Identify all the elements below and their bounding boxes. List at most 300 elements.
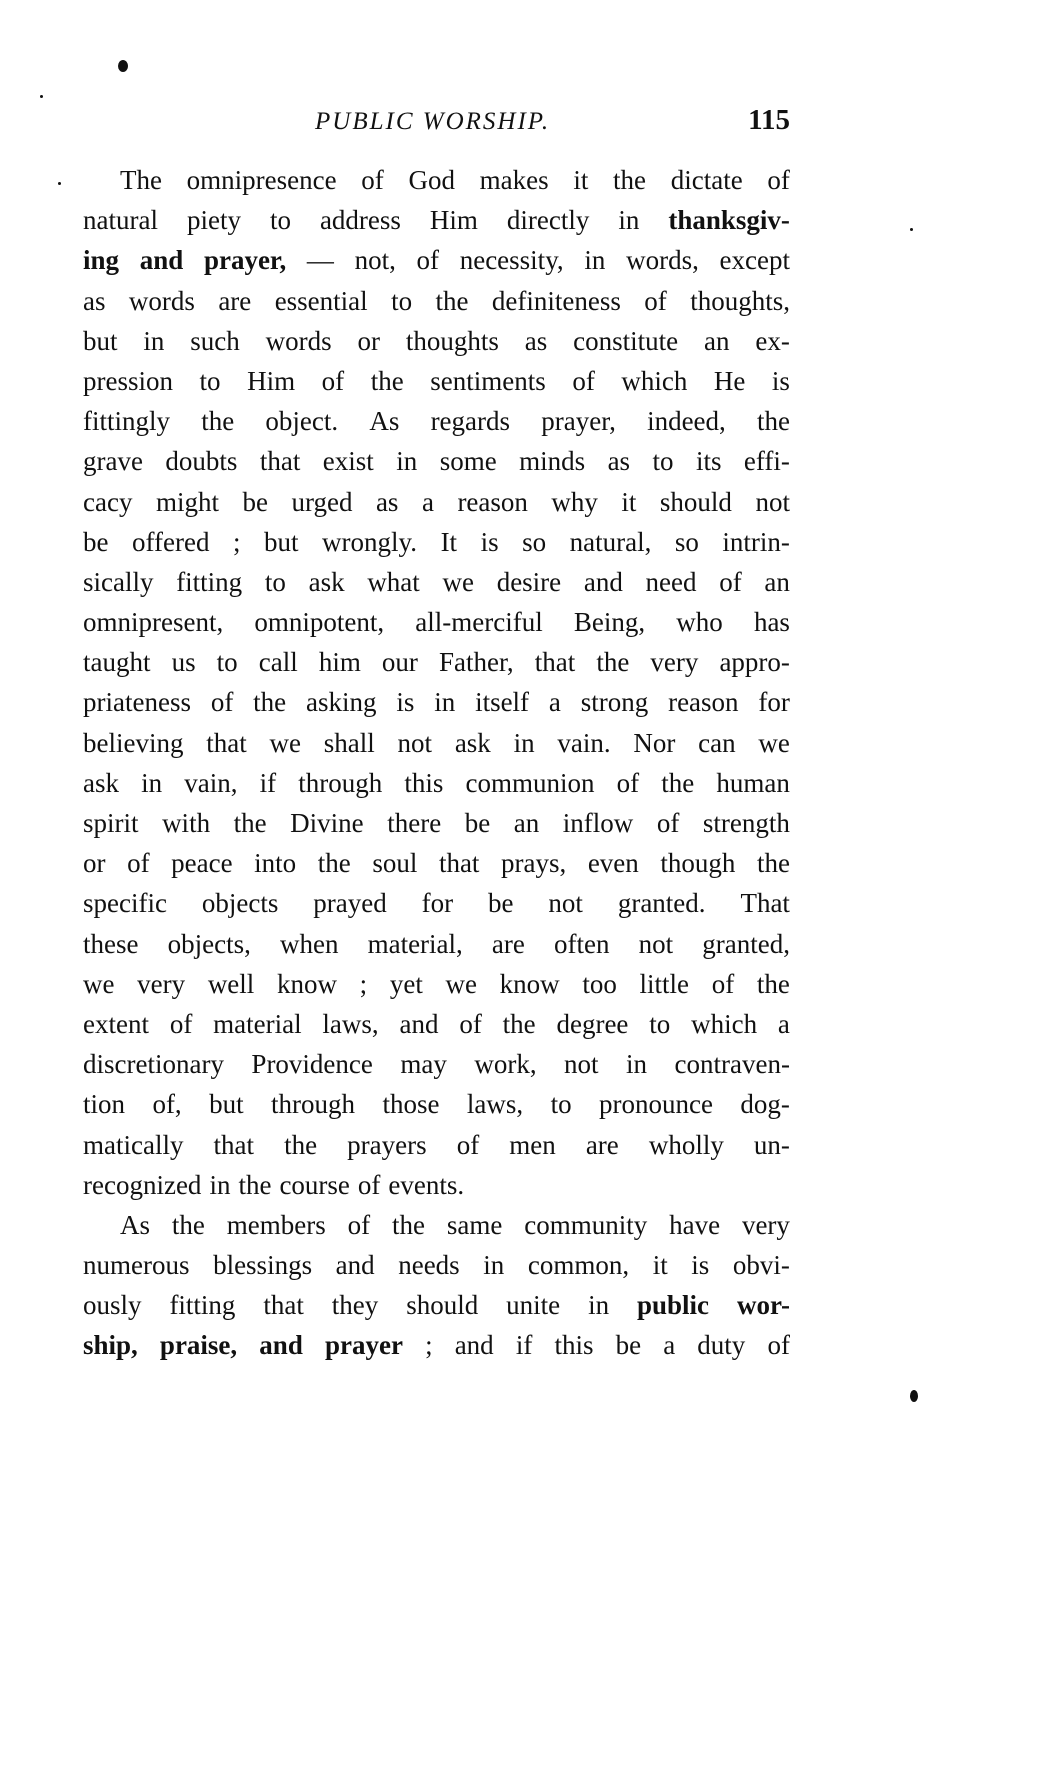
word: call [258,647,298,678]
word: be [615,1330,642,1361]
word: laws, [322,1008,379,1039]
word: in [513,727,535,758]
word: and [399,1008,439,1039]
word: of [127,848,150,879]
word: common, [527,1250,630,1281]
word: He [713,365,746,396]
word: fitting [169,1290,236,1321]
word: might [155,486,219,517]
text-line [83,723,790,763]
word: not [397,727,433,758]
word: and [454,1330,494,1361]
word: a [421,486,434,517]
word: God [408,165,455,195]
word: prays, [501,848,567,879]
word: Him [429,205,478,236]
speck [58,182,61,185]
word: are [491,928,525,959]
word: material, [367,928,463,959]
word: we [83,968,115,999]
word: when [279,928,339,959]
word: granted. [617,888,706,919]
word: are [218,285,252,316]
word: human [716,767,790,798]
running-title: PUBLIC WORSHIP. [315,108,551,135]
word: very [741,1209,790,1240]
bold-word: and [139,245,184,276]
word: laws, [466,1089,524,1120]
word: essential [274,285,368,316]
word: un- [753,1129,790,1160]
word: strong [580,687,649,718]
word: for [758,687,790,718]
word: strength [702,808,790,838]
word: an [764,566,790,597]
bold-word: ing [83,245,120,276]
word: ; [425,1330,433,1361]
word: little [639,968,690,999]
text-line [83,843,790,883]
text-line [83,1285,790,1325]
word: the [756,848,790,879]
text-line [83,1125,790,1165]
word: as [83,285,106,316]
word: they [331,1290,379,1321]
page-number: 115 [748,104,790,136]
word: tion [83,1089,126,1120]
word: to [550,1089,572,1120]
word: dictate [670,165,743,195]
word: as [607,446,631,477]
word: ask [308,566,345,597]
word: the [238,1169,272,1200]
word: if [515,1330,533,1361]
word: its [695,446,722,477]
word: us [171,647,196,678]
word: of [767,165,790,195]
word: spirit [83,808,139,838]
word: to [216,647,238,678]
word: events. [388,1169,465,1200]
word: vain, [184,767,238,798]
word: wholly [648,1129,724,1160]
word: objects, [167,928,251,959]
word: if [259,767,277,798]
word: too [582,968,617,999]
word: to [199,365,221,396]
word: but [83,325,118,356]
word: itself [475,687,530,718]
text-line [83,482,790,522]
word: reason [668,687,739,718]
word: we [445,968,477,999]
word: granted, [702,928,790,959]
word: intrin- [722,526,790,557]
word: that [206,727,247,758]
word: peace [171,848,233,879]
word: we [442,566,474,597]
word: thoughts, [690,285,790,316]
word: As [120,1209,151,1240]
word: taught [83,647,151,678]
word: not [638,928,674,959]
word: that [259,446,301,477]
word: numerous [83,1250,190,1281]
word: have [669,1209,721,1240]
word: object. [265,406,339,437]
word: a [663,1330,676,1361]
bold-word: praise, [159,1330,238,1361]
word: him [318,647,361,678]
word: blessings [213,1250,313,1281]
word: are [585,1129,619,1160]
word: some [439,446,497,477]
word: words [128,285,195,316]
word: who [676,607,723,638]
word: even [587,848,639,879]
word: the [370,365,404,396]
word: very [650,647,699,678]
word: sentiments [430,365,546,396]
word: words [265,325,332,356]
word: As [369,406,400,437]
page-body-text [83,160,790,1366]
word: be [83,526,109,557]
word: duty [697,1330,746,1361]
word: dog- [740,1089,790,1120]
word: the [613,165,647,195]
word: why [551,486,598,517]
speck [118,60,128,72]
word: it [621,486,637,517]
word: what [367,566,420,597]
word: men [509,1129,556,1160]
word: a [548,687,561,718]
word: needs [398,1250,460,1281]
text-line [83,602,790,642]
word: doubts [165,446,238,477]
word: not [548,888,583,919]
word: makes [479,165,549,195]
word: those [382,1089,440,1120]
bold-word: public [637,1290,710,1321]
word: through [298,767,383,798]
word: priateness [83,687,191,718]
word: of [210,687,234,718]
word: the [502,1008,536,1039]
text-line [83,361,790,401]
word: but [264,526,299,557]
word: minds [519,446,586,477]
word: or [83,848,106,879]
text-line [83,1084,790,1124]
word: it [573,165,589,195]
word: so [674,526,699,557]
word: not [755,486,790,517]
text-line [83,200,790,240]
bold-word: wor- [736,1290,790,1321]
word: Nor [633,727,676,758]
word: address [319,205,401,236]
word: know [499,968,560,999]
bold-word: thanksgiv- [668,205,790,236]
word: exist [322,446,374,477]
word: Divine [290,808,364,838]
word: extent [83,1008,149,1039]
word: in [396,446,418,477]
word: an [704,325,730,356]
text-line [83,522,790,562]
word: the [317,848,351,879]
word: grave [83,446,143,477]
word: we [758,727,790,758]
word: the [201,406,235,437]
word: directly [506,205,590,236]
word: which [621,365,688,396]
word: with [162,808,211,838]
word: shall [323,727,375,758]
word: in [434,687,456,718]
word: It [440,526,458,557]
word: but [209,1089,244,1120]
word: to [652,446,674,477]
word: the [171,1209,205,1240]
word: except [719,245,790,276]
word: well [207,968,255,999]
word: natural [83,205,158,236]
word: Father, [439,647,514,678]
word: and [335,1250,375,1281]
word: words, [626,245,699,276]
word: ask [83,767,119,798]
word: effi- [743,446,790,477]
word: work, [474,1049,537,1080]
bold-word: prayer, [203,245,287,276]
word: all-merciful [415,607,543,638]
word: of [616,767,640,798]
word: should [659,486,732,517]
word: of [321,365,345,396]
word: to [649,1008,671,1039]
word: not [564,1049,599,1080]
word: yet [389,968,423,999]
text-line [83,642,790,682]
word: that [438,848,480,879]
word: ously [83,1290,142,1321]
word: of [644,285,667,316]
word: ; [359,968,368,999]
word: in [588,1290,610,1321]
word: as [375,486,399,517]
word: through [271,1089,356,1120]
word: we [269,727,301,758]
word: soul [372,848,418,879]
word: of [656,808,680,838]
word: — [306,245,334,276]
word: communion [465,767,595,798]
word: of [459,1008,482,1039]
text-line [83,1165,790,1205]
bold-word: and [259,1330,303,1361]
word: our [381,647,418,678]
speck [910,1390,918,1402]
speck [40,95,43,98]
word: prayed [313,888,387,919]
word: the [757,406,790,437]
word: of [357,1169,381,1200]
word: omnipresent, [83,607,224,638]
word: can [698,727,736,758]
word: into [254,848,297,879]
word: Being, [573,607,646,638]
word: it [652,1250,668,1281]
word: and [583,566,623,597]
word: sically [83,566,154,597]
word: necessity, [459,245,564,276]
word: ask [454,727,491,758]
text-line [83,763,790,803]
word: the [284,1129,318,1160]
word: know [276,968,337,999]
text-line [83,1325,790,1365]
word: reason [457,486,528,517]
word: ; [232,526,241,557]
word: cacy [83,486,133,517]
word: wrongly. [322,526,418,557]
word: in [141,767,163,798]
word: is [396,687,415,718]
word: appro- [719,647,790,678]
word: ex- [755,325,790,356]
word: the [756,968,790,999]
word: which [691,1008,758,1039]
bold-word: prayer [324,1330,403,1361]
word: of [767,1330,790,1361]
word: may [400,1049,447,1080]
word: of, [152,1089,182,1120]
word: urged [291,486,353,517]
word: this [404,767,444,798]
word: should [406,1290,479,1321]
word: specific [83,888,167,919]
word: in [209,1169,231,1200]
word: material [213,1008,302,1039]
word: same [446,1209,503,1240]
word: be [242,486,268,517]
word: pression [83,365,173,396]
text-line [83,964,790,1004]
word: often [554,928,610,959]
word: of [416,245,440,276]
text-line [83,1245,790,1285]
word: definiteness [491,285,621,316]
word: there [387,808,442,838]
word: vain. [557,727,611,758]
text-line [83,281,790,321]
word: is [480,526,499,557]
word: pronounce [599,1089,713,1120]
word: prayer, [541,406,616,437]
text-line [83,924,790,964]
word: of [719,566,742,597]
word: as [524,325,548,356]
text-line [83,160,790,200]
word: or [357,325,381,356]
word: unite [506,1290,561,1321]
word: indeed, [647,406,726,437]
word: that [534,647,576,678]
word: recognized [83,1169,202,1200]
speck [910,228,913,231]
word: the [596,647,630,678]
word: prayers [347,1129,427,1160]
word: so [522,526,547,557]
text-line [83,1205,790,1245]
word: in [618,205,640,236]
word: these [83,928,139,959]
word: asking [306,687,377,718]
word: piety [186,205,241,236]
word: obvi- [732,1250,790,1281]
word: has [753,607,790,638]
word: Him [247,365,296,396]
word: regards [430,406,511,437]
word: be [464,808,491,838]
word: natural, [569,526,652,557]
text-line [83,803,790,843]
word: omnipotent, [254,607,385,638]
text-line [83,1044,790,1084]
word: discretionary [83,1049,224,1080]
word: though [660,848,736,879]
word: of [456,1129,480,1160]
word: to [391,285,413,316]
text-line [83,401,790,441]
word: contraven- [674,1049,790,1080]
word: in [626,1049,648,1080]
word: thoughts [405,325,499,356]
word: is [771,365,790,396]
bold-word: ship, [83,1330,138,1361]
text-line [83,883,790,923]
word: desire [496,566,562,597]
text-line [83,321,790,361]
word: of [361,165,384,195]
word: need [645,566,697,597]
word: offered [132,526,210,557]
word: members [226,1209,326,1240]
word: in [483,1250,505,1281]
word: matically [83,1129,184,1160]
word: degree [556,1008,629,1039]
text-line [83,1004,790,1044]
word: that [263,1290,304,1321]
word: in [143,325,165,356]
word: of [711,968,735,999]
word: objects [201,888,279,919]
word: for [421,888,454,919]
word: inflow [562,808,634,838]
word: constitute [573,325,679,356]
word: very [137,968,186,999]
word: such [190,325,240,356]
word: course [279,1169,350,1200]
word: That [740,888,790,919]
word: Providence [251,1049,373,1080]
word: the [253,687,287,718]
word: a [777,1008,790,1039]
word: to [269,205,291,236]
